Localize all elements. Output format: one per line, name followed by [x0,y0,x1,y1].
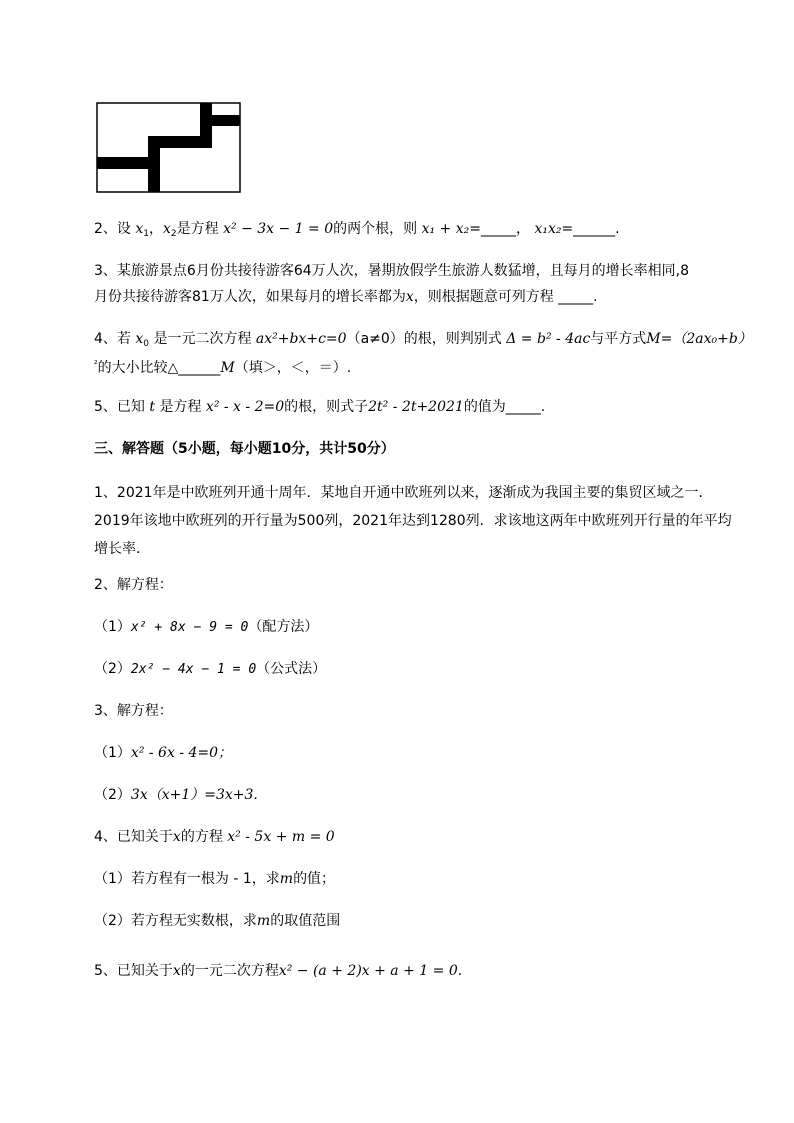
problem-3-item-2: （2）3x（x+1）=3x+3. [94,787,258,803]
fill-question-3-line-2: 月份共接待游客81万人次，如果每月的增长率都为x，则根据题意可列方程 _____. [94,289,598,305]
fill-question-2: 2、设 $x_1$，$x_2$是方程 x² − 3x − 1 = 0的两个根，则 x₁ + x₂=_____， x₁x₂=______. [94,221,620,239]
fill-question-5: 5、已知 t 是方程 x² - x - 2=0的根，则式子2t² - 2t+2021的值为_____. [94,399,546,415]
fill-question-4-line-1: 4、若 $x_0$ 是一元二次方程 ax²+bx+c=0（a≠0）的根，则判别式 Δ = b² - 4ac与平方式M=（2ax₀+b） [94,331,752,349]
problem-3-title: 3、解方程： [94,703,173,719]
problem-4-item-1: （1）若方程有一根为 - 1，求m的值； [94,871,336,887]
fill-question-3-line-1: 3、某旅游景点6月份共接待游客64万人次，暑期放假学生旅游人数猛增，且每月的增长率相同,8 [94,263,689,279]
problem-4-item-2: （2）若方程无实数根，求m的取值范围 [94,913,341,929]
problem-4-title: 4、已知关于x的方程 x² - 5x + m = 0 [94,829,335,845]
problem-2-item-2: （2）2x² − 4x − 1 = 0（公式法） [94,661,327,677]
fill-question-4-line-2: $^{^2}$的大小比较△______M（填＞，＜，＝）. [94,360,352,376]
staircase-figure [96,102,242,194]
problem-2-title: 2、解方程： [94,577,173,593]
problem-5: 5、已知关于x的一元二次方程x² − (a + 2)x + a + 1 = 0. [94,963,463,979]
problem-2-item-1: （1）x² + 8x − 9 = 0（配方法） [94,619,319,635]
problem-3-item-1: （1）x² - 6x - 4=0； [94,745,233,761]
problem-1: 1、2021年是中欧班列开通十周年．某地自开通中欧班列以来，逐渐成为我国主要的集贸区域之一．2019年该地中欧班列的开行量为500列，2021年达到1280列．求该地这两年中欧班列开行量的年平均增长率． [94,485,732,557]
section-3-heading: 三、解答题（5小题，每小题10分，共计50分） [94,441,395,457]
